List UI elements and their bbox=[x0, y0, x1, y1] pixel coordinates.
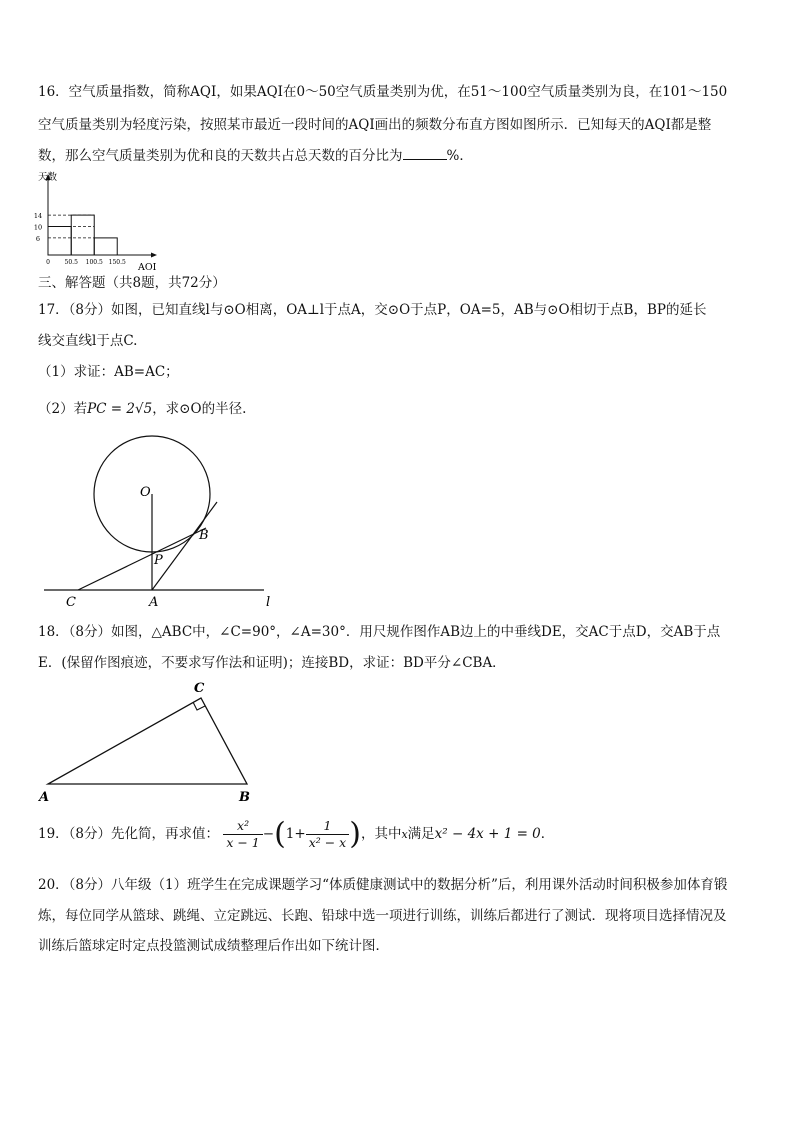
left-paren: ( bbox=[274, 816, 286, 852]
label-p: P bbox=[154, 553, 163, 568]
frac1-numerator: x² bbox=[223, 818, 262, 835]
q18-line-1: 18．（8分）如图，△ABC中，∠C=90°，∠A=30°．用尺规作图作AB边上的中垂线DE，交AC于点D，交AB于点 bbox=[38, 624, 721, 640]
q16-line-1: 16．空气质量指数，简称AQI，如果AQI在0～50空气质量类别为优，在51～100空气质量类别为良，在101～150 bbox=[38, 84, 728, 100]
q19-line bbox=[38, 812, 554, 858]
histogram-bar bbox=[94, 238, 117, 255]
q17-line-2: 线交直线l于点C. bbox=[38, 333, 138, 349]
q17-part-2 bbox=[38, 399, 246, 419]
q17-part-2-prefix: （2）若 bbox=[38, 401, 88, 417]
q19-equation: x² − 4x + 1 = 0 bbox=[434, 826, 541, 842]
q16-line-3 bbox=[38, 146, 473, 166]
y-tick-label: 6 bbox=[35, 234, 41, 243]
one-plus: 1+ bbox=[285, 826, 306, 842]
fraction-x2-over-x-1 bbox=[223, 818, 262, 851]
q16-line-2: 空气质量类别为轻度污染，按照某市最近一段时间的AQI画出的频数分布直方图如图所示．已知每天的AQI都是整 bbox=[38, 117, 712, 133]
label-b: B bbox=[239, 790, 250, 805]
x-axis-label: AQI bbox=[138, 262, 157, 270]
q19-end: ． bbox=[540, 826, 555, 842]
q17-line-1: 17．（8分）如图，已知直线l与⊙O相离，OA⊥l于点A，交⊙O于点P，OA=5，AB与⊙O相切于点B，BP的延长 bbox=[38, 302, 707, 318]
q16-line-3-text: 数，那么空气质量类别为优和良的天数共占总天数的百分比为 bbox=[38, 148, 403, 164]
section-3-title: 三、解答题（共8题，共72分） bbox=[38, 275, 226, 291]
label-c: C bbox=[66, 595, 76, 610]
q20-line-3: 训练后篮球定时定点投篮测试成绩整理后作出如下统计图． bbox=[38, 938, 389, 954]
q19-x: x bbox=[401, 828, 408, 841]
histogram-bar bbox=[48, 227, 71, 256]
histogram-bar bbox=[71, 215, 94, 255]
label-a: A bbox=[149, 595, 159, 610]
y-tick-label: 14 bbox=[33, 212, 43, 221]
label-o: O bbox=[140, 485, 151, 500]
answer-blank bbox=[403, 146, 447, 160]
x-tick-label: 50.5 bbox=[64, 259, 78, 266]
x-axis-arrow bbox=[151, 253, 157, 258]
q19-cond: 满足 bbox=[407, 826, 435, 842]
label-c: C bbox=[194, 681, 205, 696]
y-tick-label: 10 bbox=[33, 223, 43, 232]
q17-figure bbox=[40, 432, 280, 612]
frac1-denominator: x − 1 bbox=[226, 835, 260, 850]
frac2-numerator: 1 bbox=[306, 818, 350, 835]
label-l: l bbox=[266, 595, 271, 610]
x-tick-label: 0 bbox=[46, 259, 50, 266]
minus-sign: − bbox=[262, 826, 275, 842]
x-tick-label: 100.5 bbox=[85, 259, 103, 266]
y-axis-label: 天数 bbox=[38, 172, 58, 183]
triangle-abc bbox=[48, 698, 247, 784]
q17-pc-expression: PC = 2√5 bbox=[87, 401, 153, 417]
q17-part-2-suffix: ，求⊙O的半径. bbox=[152, 401, 247, 417]
q19-prefix: 19．（8分）先化简，再求值： bbox=[38, 826, 220, 842]
q20-line-1: 20．（8分）八年级（1）班学生在完成课题学习“体质健康测试中的数据分析”后，利用课外活动时间积极参加体育锻 bbox=[38, 877, 728, 893]
segment-ab bbox=[152, 502, 217, 590]
q18-triangle-figure bbox=[36, 680, 266, 808]
segment-cb bbox=[78, 528, 206, 590]
q18-line-2: E．(保留作图痕迹，不要求写作法和证明)；连接BD，求证：BD平分∠CBA． bbox=[38, 655, 506, 671]
fraction-1-over-x2-x bbox=[306, 818, 350, 851]
aqi-histogram bbox=[30, 168, 165, 270]
right-paren: ) bbox=[349, 816, 361, 852]
frac2-denominator: x² − x bbox=[308, 835, 347, 850]
label-b: B bbox=[199, 528, 209, 543]
q16-line-3-end: %． bbox=[446, 148, 473, 164]
x-tick-label: 150.5 bbox=[108, 259, 126, 266]
q19-mid: ，其中 bbox=[360, 826, 402, 842]
label-a: A bbox=[39, 790, 50, 805]
q17-part-1: （1）求证：AB=AC； bbox=[38, 364, 179, 380]
q20-line-2: 炼，每位同学从篮球、跳绳、立定跳远、长跑、铅球中选一项进行训练，训练后都进行了测试．现将项目选择情况及 bbox=[38, 908, 727, 924]
